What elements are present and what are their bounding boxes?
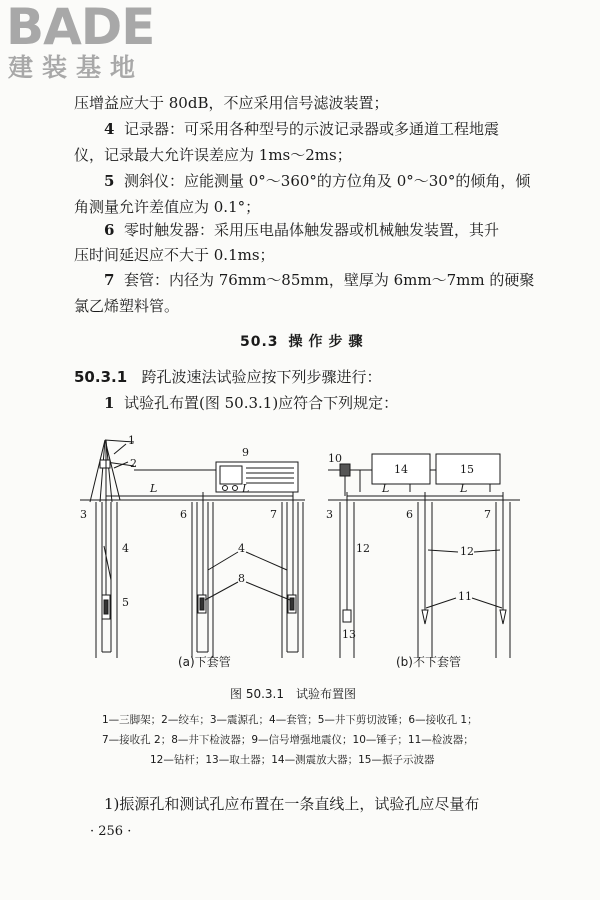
item-7-cont: 氯乙烯塑料管。 bbox=[74, 297, 180, 315]
clause-number: 50.3.1 bbox=[74, 368, 128, 386]
figure-legend-line: 1—三脚架；2—绞车；3—震源孔；4—套管；5—井下剪切波锤；6—接收孔 1； bbox=[102, 714, 478, 726]
fig-label: 11 bbox=[458, 590, 472, 603]
fig-label: 14 bbox=[394, 463, 408, 476]
item-5-cont: 角测量允许差值应为 0.1°； bbox=[74, 198, 261, 216]
section-title: 操作步骤 bbox=[288, 334, 369, 350]
item-text: 测斜仪：应能测量 0°～360°的方位角及 0°～30°的倾角，倾 bbox=[123, 172, 531, 190]
continued-line: 压增益应大于 80dB，不应采用信号滤波装置； bbox=[74, 94, 389, 112]
bade-logo bbox=[6, 2, 196, 84]
fig-label: 12 bbox=[460, 545, 474, 558]
tripod-drawing bbox=[90, 440, 134, 600]
subfigure-b-label: (b)不下套管 bbox=[396, 655, 461, 669]
page-number: · 256 · bbox=[90, 824, 132, 839]
item-5 bbox=[104, 171, 530, 191]
fig-label: L bbox=[242, 482, 250, 495]
logo-subtitle: 建装基地 bbox=[8, 53, 145, 82]
fig-label: L bbox=[382, 482, 390, 495]
item-text: 零时触发器：采用压电晶体触发器或机械触发装置，其升 bbox=[123, 221, 499, 239]
section-number: 50.3 bbox=[240, 334, 279, 350]
section-heading bbox=[240, 331, 369, 351]
fig-label: 10 bbox=[328, 452, 342, 465]
fig-label: 2 bbox=[130, 457, 137, 470]
fig-label: 4 bbox=[122, 542, 129, 555]
fig-label: L bbox=[460, 482, 468, 495]
fig-label: 4 bbox=[238, 542, 245, 555]
figure-legend-line: 7—接收孔 2；8—井下检波器；9—信号增强地震仪；10—锤子；11—检波器； bbox=[102, 734, 474, 746]
fig-label: L bbox=[150, 482, 158, 495]
logo-wordmark: BADE bbox=[6, 0, 155, 56]
fig-label: 3 bbox=[326, 508, 333, 521]
test-layout-figure bbox=[70, 430, 530, 675]
seismograph-device bbox=[216, 462, 298, 492]
clause-text: 跨孔波速法试验应按下列步骤进行： bbox=[141, 368, 382, 386]
fig-label: 6 bbox=[180, 508, 187, 521]
item-7 bbox=[104, 270, 534, 290]
receiving-hole-1-b bbox=[418, 492, 432, 658]
clause-item-1 bbox=[104, 393, 398, 413]
item-4-cont: 仪，记录最大允许误差应为 1ms～2ms； bbox=[74, 146, 352, 164]
item-number: 5 bbox=[104, 172, 115, 190]
receiving-hole-1-a bbox=[192, 492, 213, 658]
fig-label: 8 bbox=[238, 572, 245, 585]
fig-label: 9 bbox=[242, 446, 249, 459]
fig-label: 1 bbox=[128, 434, 135, 447]
item-6-cont: 压时间延迟应不大于 0.1ms； bbox=[74, 246, 275, 264]
figure-legend-line: 12—钻杆；13—取土器；14—测震放大器；15—振子示波器 bbox=[150, 754, 435, 766]
clause-50-3-1 bbox=[74, 367, 381, 387]
receiving-hole-2-b bbox=[496, 492, 510, 658]
item-4 bbox=[104, 119, 499, 139]
item-number: 6 bbox=[104, 221, 115, 239]
fig-label: 7 bbox=[270, 508, 277, 521]
fig-label: 15 bbox=[460, 463, 474, 476]
fig-label: 13 bbox=[342, 628, 356, 641]
fig-label: 7 bbox=[484, 508, 491, 521]
fig-label: 5 bbox=[122, 596, 129, 609]
item-number: 4 bbox=[104, 120, 115, 138]
item-text: 记录器：可采用各种型号的示波记录器或多通道工程地震 bbox=[123, 120, 499, 138]
figure-caption: 图 50.3.1 试验布置图 bbox=[230, 687, 356, 701]
item-text: 套管：内径为 76mm～85mm，壁厚为 6mm～7mm 的硬聚 bbox=[123, 271, 535, 289]
item-number: 7 bbox=[104, 271, 115, 289]
fig-label: 12 bbox=[356, 542, 370, 555]
fig-label: 6 bbox=[406, 508, 413, 521]
item-number: 1 bbox=[104, 394, 115, 412]
receiving-hole-2-a bbox=[282, 492, 303, 658]
fig-label: 3 bbox=[80, 508, 87, 521]
bottom-paragraph: 1)振源孔和测试孔应布置在一条直线上，试验孔应尽量布 bbox=[104, 795, 480, 813]
item-6 bbox=[104, 220, 499, 240]
subfigure-a-label: (a)下套管 bbox=[178, 655, 231, 669]
item-text: 试验孔布置(图 50.3.1)应符合下列规定： bbox=[123, 394, 399, 412]
hammer-drawing bbox=[328, 464, 350, 496]
